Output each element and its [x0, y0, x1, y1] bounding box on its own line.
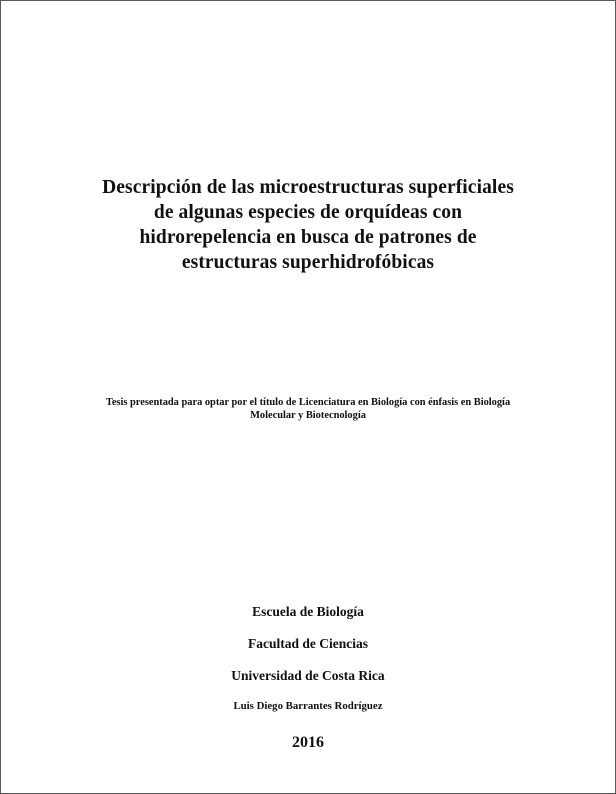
thesis-purpose — [31, 396, 585, 422]
title-line-2: de algunas especies de orquídeas con — [153, 202, 463, 223]
author-name: Luis Diego Barrantes Rodríguez — [233, 700, 383, 712]
thesis-title — [41, 175, 575, 275]
purpose-line-2: Molecular y Biotecnología — [250, 410, 366, 421]
faculty-name: Facultad de Ciencias — [248, 636, 368, 651]
title-line-3: hidrorepelencia en busca de patrones de — [139, 227, 477, 248]
title-line-4: estructuras superhidrofóbicas — [181, 252, 435, 273]
school-name: Escuela de Biología — [252, 604, 364, 619]
purpose-line-1: Tesis presentada para optar por el título de Licenciatura en Biología con énfasis en Biología — [105, 397, 511, 408]
title-line-1: Descripción de las microestructuras superficiales — [102, 177, 514, 198]
university-name: Universidad de Costa Rica — [231, 668, 385, 683]
publication-year: 2016 — [292, 734, 324, 751]
